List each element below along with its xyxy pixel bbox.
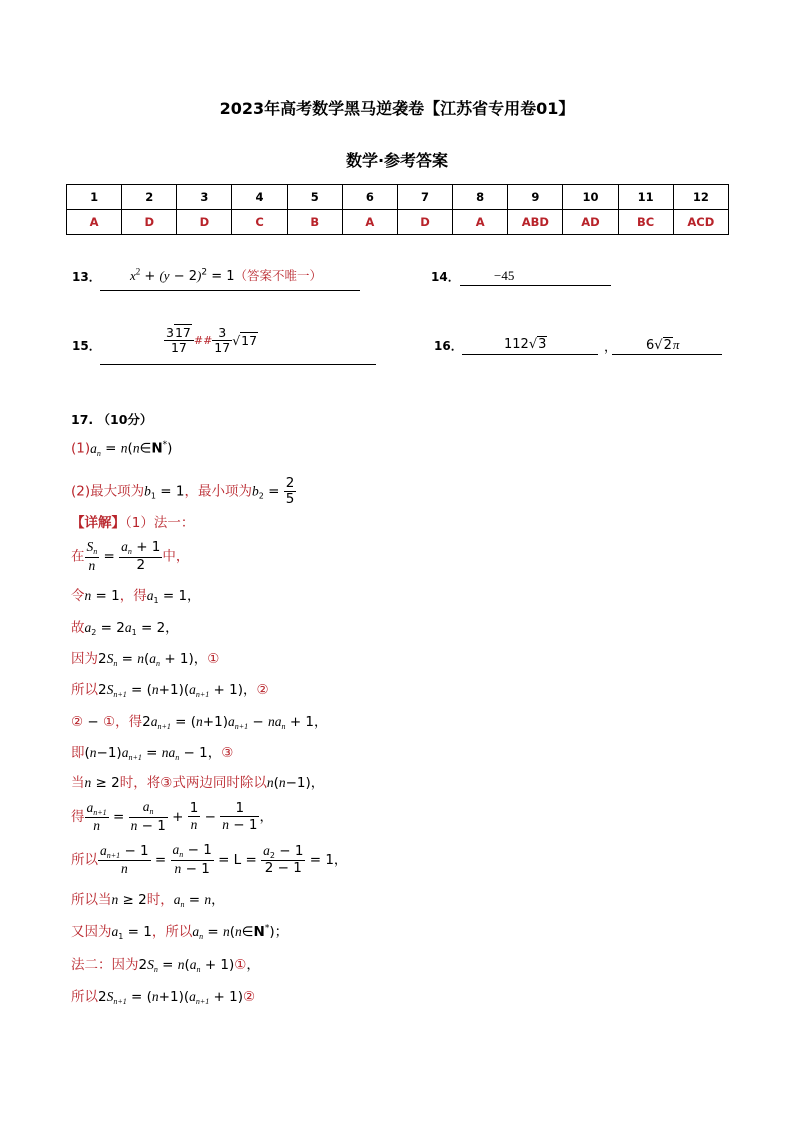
question-number-cell: 12 [673,185,728,210]
q13-label: 13． [72,270,101,284]
question-number-cell: 6 [342,185,397,210]
question-number-cell: 3 [177,185,232,210]
q17-header: 17. （10分） [71,412,153,427]
q14-answer: −45 [494,268,515,283]
answer-cell: D [397,210,452,235]
q17-part2: (2)最大项为$b_1 = 1$，最小项为$b_2$ = $\frac{2}{5}$ [71,475,295,507]
q16-label: 16． [434,339,463,353]
q17-step-10: 所以 $\frac{a_{n+1} - 1}{n}$ = $\frac{a_n - 1}{n - 1}$ = L = $\frac{a_2 - 1}{2 - 1}$ = 1， [71,842,348,877]
circled-two-icon: ② [256,682,269,698]
answer-cell: ACD [673,210,728,235]
circled-one-icon: ① [207,651,220,667]
q17-step-3: 故$a_2 = 2a_1 = 2$， [71,620,179,637]
q17-step-14: 所以$2S_{n+1} = (n+1)(a_{n+1}$ + 1)② [71,989,256,1006]
answer-table-answer-row [67,210,729,235]
q17-step-6: ② − ①，得$2a_{n+1} = (n+1)a_{n+1} - na_n + 1$， [71,714,328,731]
answer-cell: ABD [508,210,563,235]
document-subtitle: 数学·参考答案 [345,151,449,170]
answer-cell: A [453,210,508,235]
q17-step-11: 所以当n ≥ 2时，$a_n = n$， [71,892,225,909]
q14-underline [460,268,611,286]
q13-note: （答案不唯一） [234,268,323,283]
question-number-cell: 1 [67,185,122,210]
question-number-cell: 10 [563,185,618,210]
q17-step-9: 得 $\frac{a_{n+1}}{n}$ = $\frac{a_n}{n - 1}$ + $\frac{1}{n}$ − $\frac{1}{n - 1}$ ， [71,799,273,834]
q14-label: 14． [431,270,460,284]
answer-cell: A [67,210,122,235]
answer-table-header-row [67,185,729,210]
q17-step-7: 即$(n-1)a_{n+1} = na_n - 1$，③ [71,745,234,762]
q17-step-13: 法二：因为$2S_n = n(a_n$ + 1)①， [71,957,260,974]
q13-answer: $x^2 + (y - 2)^2 = 1$（答案不唯一） [130,266,323,284]
q16-separator: ， [604,340,618,355]
q15-separator: ## [193,334,213,348]
q17-step-12: 又因为$a_1 = 1$，所以$a_n$ = n(n∈N*)； [71,923,289,941]
question-number-cell: 5 [287,185,342,210]
q16-answer-1: 112√3 [504,337,547,352]
question-number-cell: 7 [397,185,452,210]
answer-cell: BC [618,210,673,235]
q17-step-5: 所以$2S_{n+1} = (n+1)(a_{n+1} + 1)$，② [71,682,269,699]
answer-cell: C [232,210,287,235]
q17-part1: $(1)a_n$ = n(n∈N*) [71,440,173,458]
q17-detail-heading: 【详解】（1）法一： [71,515,195,531]
answer-cell: A [342,210,397,235]
q15-answer: $\frac{317}{17}$ ## $\frac{3}{17}$ √17 [166,325,258,355]
document-title: 2023年高考数学黑马逆袭卷【江苏省专用卷01】 [219,99,575,118]
question-number-cell: 11 [618,185,673,210]
q17-step-1: 在 $\frac{S_n}{n}$ = $\frac{a_n + 1}{2}$ 中， [71,539,190,573]
question-number-cell: 8 [453,185,508,210]
question-number-cell: 9 [508,185,563,210]
q16-answer-2: 6√2π [646,337,680,353]
question-number-cell: 4 [232,185,287,210]
answer-table [66,184,729,235]
answer-cell: B [287,210,342,235]
answer-cell: D [177,210,232,235]
circled-three-icon: ③ [221,745,234,761]
q17-step-2: 令n = 1，得$a_1 = 1$， [71,588,201,605]
answer-cell: D [122,210,177,235]
q15-label: 15． [72,339,101,353]
q17-step-8: 当n ≥ 2时，将③式两边同时除以n(n−1)， [71,775,325,791]
q17-step-4: 因为$2S_n = n(a_n + 1)$，① [71,651,220,668]
answer-cell: AD [563,210,618,235]
question-number-cell: 2 [122,185,177,210]
